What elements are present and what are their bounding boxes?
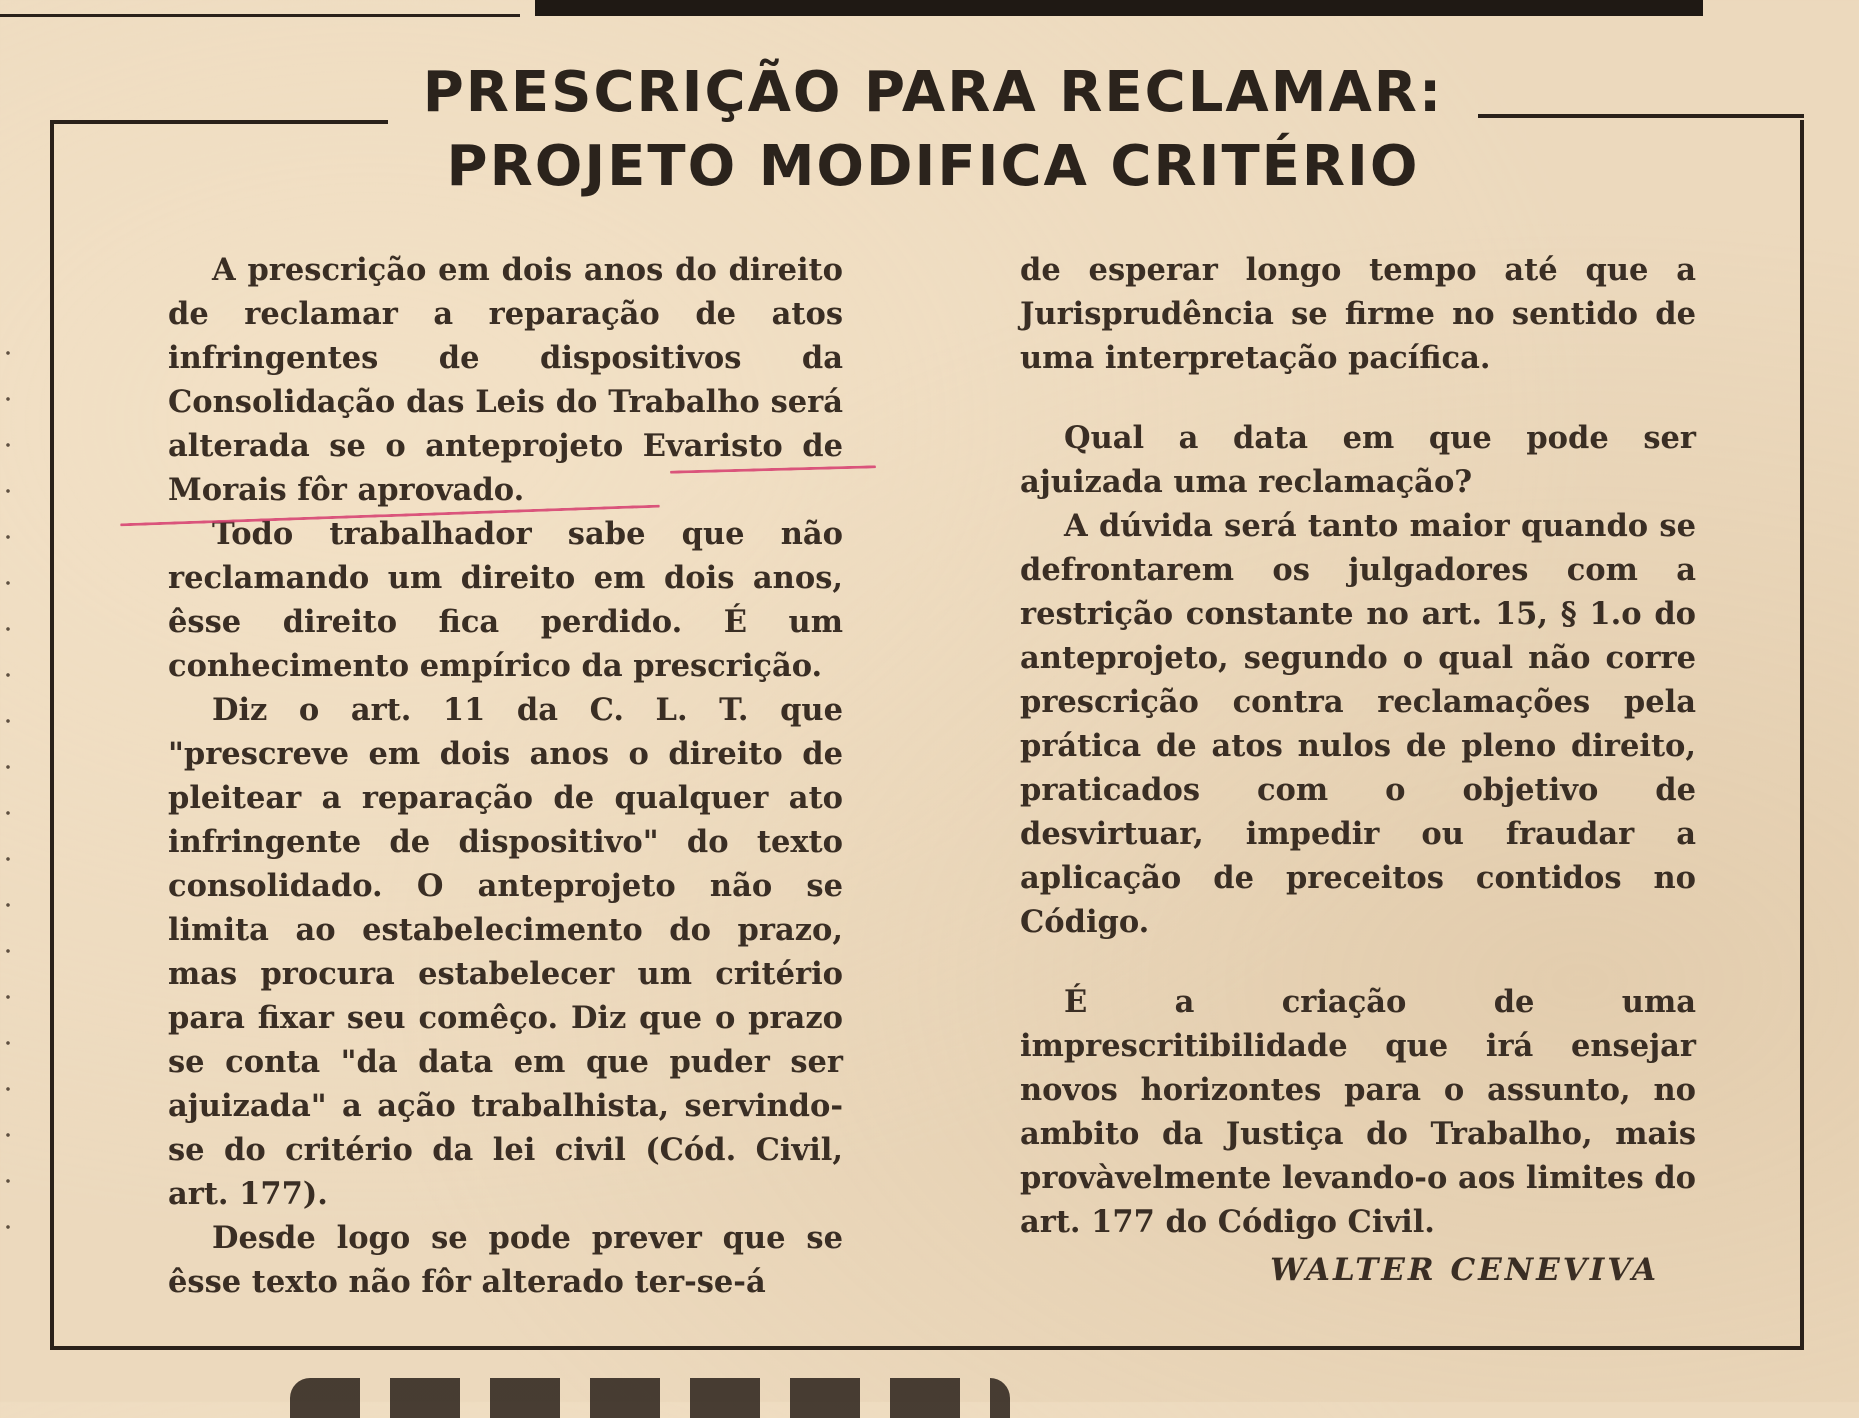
headline-line-1: PRESCRIÇÃO PARA RECLAMAR: [422, 60, 1444, 125]
paragraph: É a criação de uma imprescritibilidade que irá ensejar novos horizontes para o assunto, no ambito da Justiça do Trabalho, mais provàvelmente levando-o aos limites do art. 177 do Código Civil. [1020, 984, 1696, 1240]
paragraph: Todo trabalhador sabe que não reclamando um direito em dois anos, êsse direito fica perdido. É um conhecimento empírico da prescrição. [168, 516, 843, 684]
article-column-left [168, 248, 843, 1304]
paragraph: A dúvida será tanto maior quando se defrontarem os julgadores com a restrição constante no art. 15, § 1.o do anteprojeto, segundo o qual não corre prescrição contra reclamações pela prática de atos nulos de pleno direito, praticados com o objetivo de desvirtuar, impedir ou fraudar a aplicação de preceitos contidos no Código. [1020, 508, 1696, 940]
next-article-headline-fragment [290, 1378, 1010, 1418]
top-black-bar [535, 0, 1703, 16]
frame-top-rule-right [1478, 114, 1804, 118]
headline [400, 56, 1466, 204]
paragraph: A prescrição em dois anos do direito de reclamar a reparação de atos infringentes de dispositivos da Consolidação das Leis do Trabalho será alterada se o anteprojeto Evaristo de Morais fôr aprovado. [168, 252, 843, 508]
paragraph: Qual a data em que pode ser ajuizada uma reclamação? [1020, 420, 1696, 500]
frame-top-rule-left [50, 120, 388, 124]
left-margin-dots [4, 330, 12, 1230]
paragraph: Diz o art. 11 da C. L. T. que "prescreve em dois anos o direito de pleitear a reparação de qualquer ato infringente de dispositivo" do texto consolidado. O anteprojeto não se limita ao estabelecimento do prazo, mas procura estabelecer um critério para fixar seu comêço. Diz que o prazo se conta "da data em que puder ser ajuizada" a ação trabalhista, servindo-se do critério da lei civil (Cód. Civil, art. 177). [168, 692, 843, 1212]
top-rule-left [0, 0, 520, 17]
article-column-right [1020, 248, 1696, 1244]
paragraph: Desde logo se pode prever que se êsse texto não fôr alterado ter-se-á [168, 1220, 843, 1300]
author-signature: WALTER CENEVIVA [1270, 1252, 1659, 1288]
paragraph: de esperar longo tempo até que a Jurisprudência se firme no sentido de uma interpretação pacífica. [1020, 252, 1696, 376]
headline-line-2: PROJETO MODIFICA CRITÉRIO [446, 134, 1420, 199]
